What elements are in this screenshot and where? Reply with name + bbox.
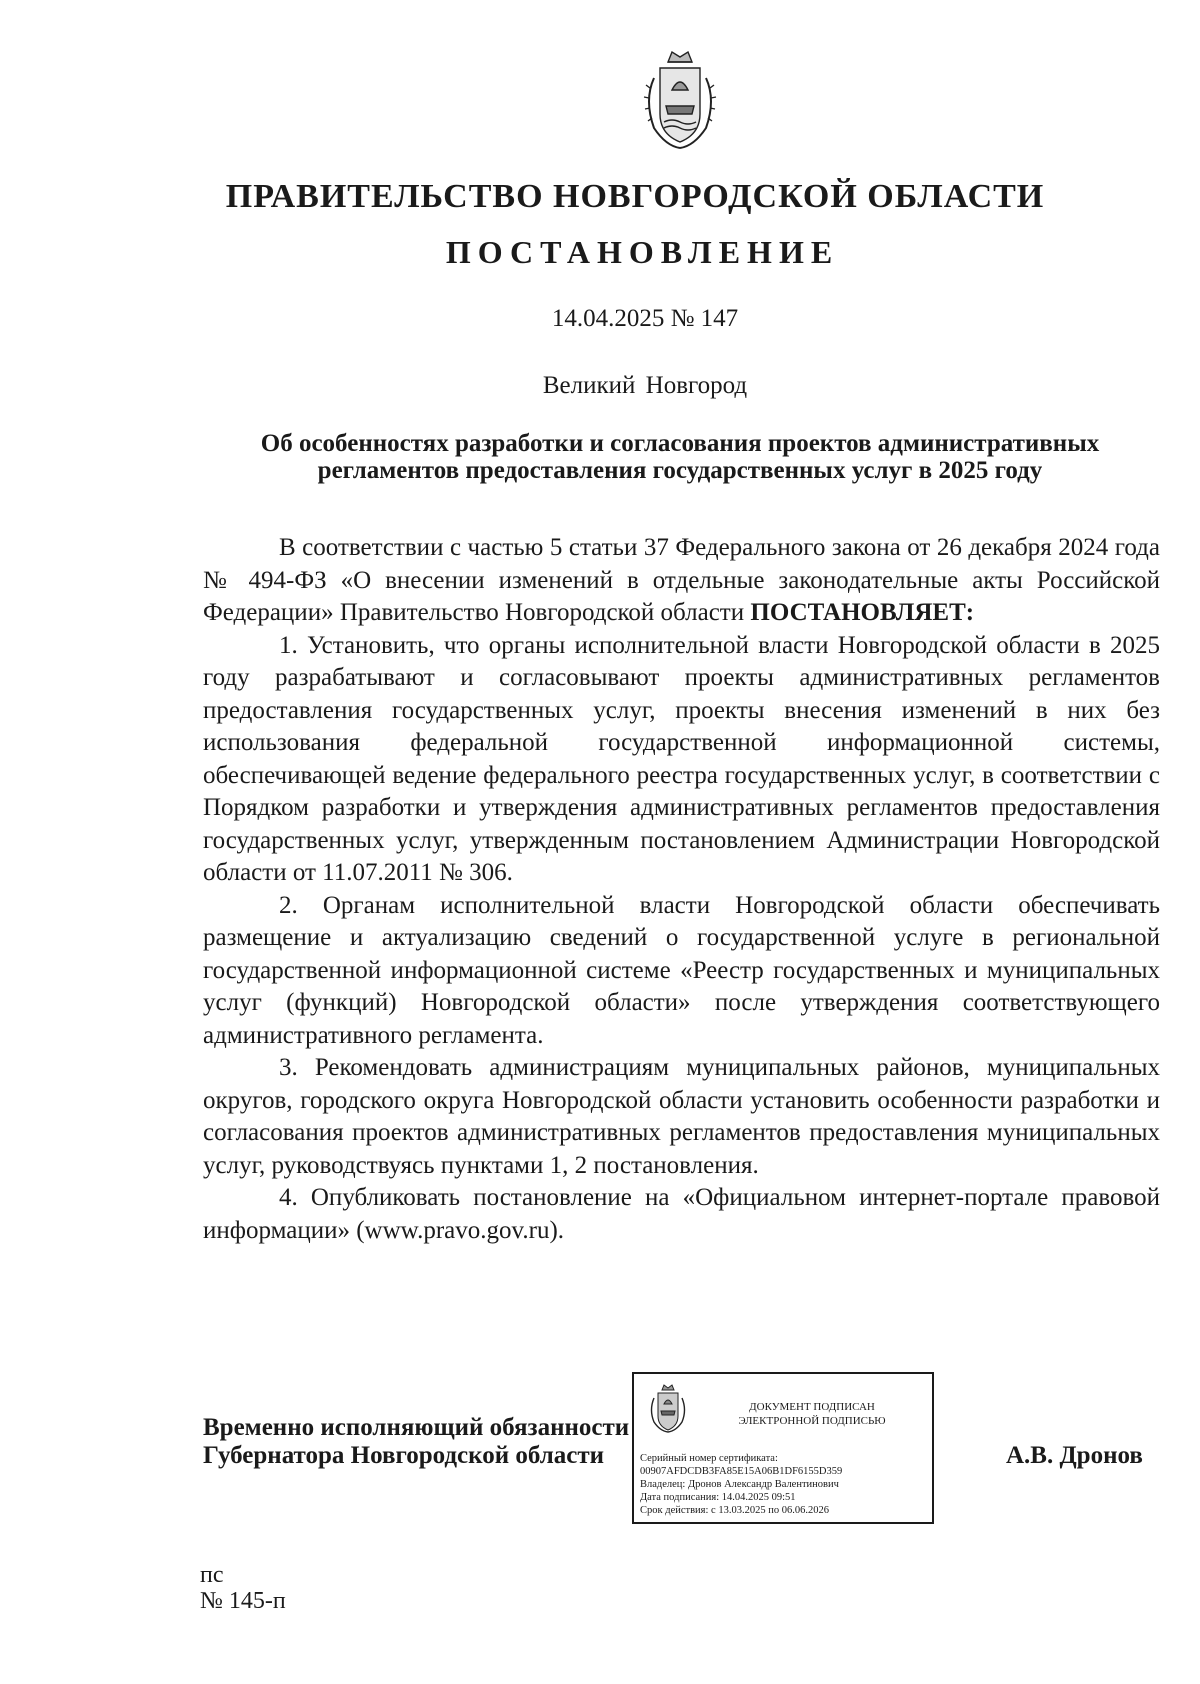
signer-position: [203, 1414, 633, 1470]
document-subject: [200, 430, 1160, 484]
novgorod-coat-of-arms-icon: [638, 48, 722, 152]
clause-2: 2. Органам исполнительной власти Новгородской области обеспечивать размещение и актуализацию сведений о государственной услуге в региональной государственной информационной системе «Реестр государственных и муниципальных услуг (функций) Новгородской области» после утверждения соответствующего административного регламента.: [203, 891, 1160, 1049]
footer-line-2: № 145-п: [200, 1588, 286, 1614]
stamp-details: [640, 1452, 930, 1517]
clause-4: 4. Опубликовать постановление на «Официальном интернет-портале правовой информации» (www.pravo.gov.ru).: [203, 1184, 1160, 1244]
stamp-validity: Срок действия: с 13.03.2025 по 06.06.2026: [640, 1505, 829, 1516]
signer-position-line-2: Губернатора Новгородской области: [203, 1442, 605, 1469]
stamp-cert-serial: 00907AFDCDB3FA85E15A06B1DF6155D359: [640, 1466, 843, 1477]
signer-position-line-1: Временно исполняющий обязанности: [203, 1414, 630, 1441]
stamp-title-line-2: ЭЛЕКТРОННОЙ ПОДПИСЬЮ: [738, 1415, 886, 1427]
decree-word: ПОСТАНОВЛЯЕТ:: [750, 599, 975, 626]
subject-line-1: Об особенностях разработки и согласования проектов административных: [260, 430, 1100, 457]
document-city: Великий Новгород: [542, 372, 748, 399]
stamp-title: [696, 1400, 928, 1428]
subject-line-2: регламентов предоставления государственных услуг в 2025 году: [317, 457, 1043, 484]
novgorod-coat-of-arms-small-icon: [648, 1384, 688, 1434]
clause-1: 1. Установить, что органы исполнительной власти Новгородской области в 2025 году разрабатывают и согласовывают проекты административных регламентов предоставления государственных услуг, проекты внесения изменений в них без использования федеральной государственной информационной системы, обеспечивающей ведение федерального реестра государственных услуг, в соответствии с Порядком разработки и утверждения административных регламентов предоставления государственных услуг, утвержденным постановлением Администрации Новгородской области от 11.07.2011 № 306.: [203, 631, 1160, 886]
stamp-owner: Владелец: Дронов Александр Валентинович: [640, 1479, 839, 1490]
preamble-text: В соответствии с частью 5 статьи 37 Федерального закона от 26 декабря 2024 года № 494-ФЗ «О внесении изменений в отдельные законодательные акты Российской Федерации» Правительство Новгородской области: [203, 534, 1160, 626]
organization-title: ПРАВИТЕЛЬСТВО НОВГОРОДСКОЙ ОБЛАСТИ: [225, 178, 1045, 215]
clause-3: 3. Рекомендовать администрациям муниципальных районов, муниципальных округов, городского округа Новгородской области установить особенности разработки и согласования проектов административных регламентов предоставления муниципальных услуг, руководствуясь пунктами 1, 2 постановления.: [203, 1054, 1160, 1179]
document-date-number: 14.04.2025 № 147: [551, 305, 739, 332]
signer-name: А.В. Дронов: [1006, 1442, 1143, 1469]
footer-line-1: пс: [200, 1562, 224, 1588]
document-type: ПОСТАНОВЛЕНИЕ: [445, 234, 840, 270]
preamble-paragraph: [203, 532, 1160, 630]
stamp-cert-label: Серийный номер сертификата:: [640, 1453, 778, 1464]
document-body: [203, 532, 1160, 1247]
stamp-signed-at: Дата подписания: 14.04.2025 09:51: [640, 1492, 796, 1503]
electronic-signature-stamp: [632, 1372, 934, 1524]
stamp-title-line-1: ДОКУМЕНТ ПОДПИСАН: [749, 1401, 875, 1413]
document-footer: [200, 1562, 286, 1614]
